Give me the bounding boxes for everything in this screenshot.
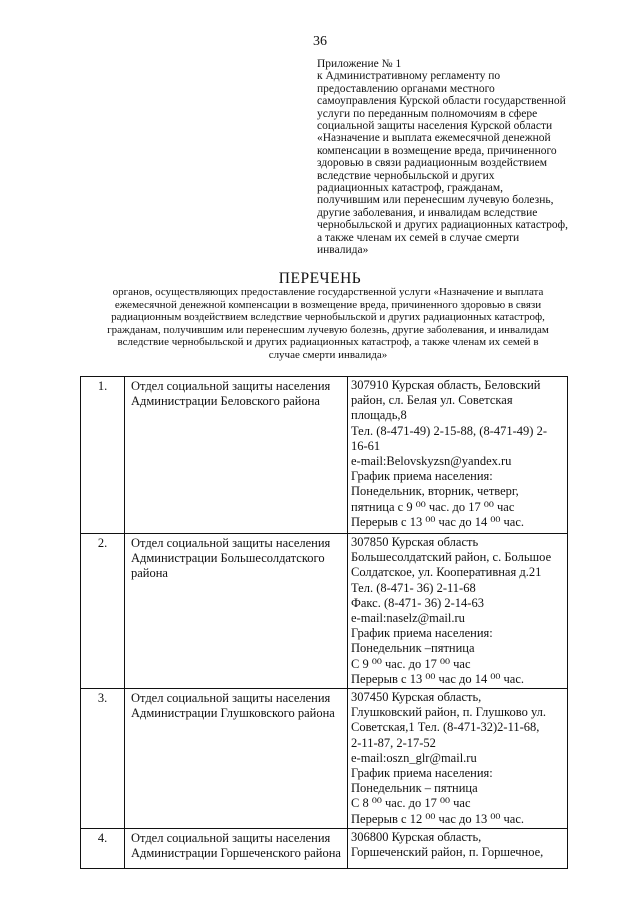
table-row — [81, 689, 568, 829]
contact-info-line: площадь,8 — [351, 408, 407, 423]
appendix-line: к Административному регламенту по — [317, 70, 501, 83]
contact-info-line: График приема населения: — [351, 766, 493, 781]
subtitle-line: гражданам, получившим или перенесшим лучевую болезнь, другие заболевания, и инвалидам — [107, 323, 549, 336]
appendix-line: услуги по переданным полномочиям в сфере — [317, 107, 538, 120]
contact-info-line: 307910 Курская область, Беловский — [351, 378, 541, 392]
contact-info-line: Понедельник –пятница — [351, 641, 475, 656]
contact-info-line: пятница с 9 ⁰⁰ час. до 17 ⁰⁰ час — [351, 499, 515, 514]
contact-info-line: Тел. (8-471-49) 2-15-88, (8-471-49) 2- — [351, 423, 547, 438]
contact-info-line: 2-11-87, 2-17-52 — [351, 735, 436, 750]
document-title: ПЕРЕЧЕНЬ — [278, 270, 362, 287]
subtitle-line: органов, осуществляющих предоставление государственной услуги «Назначение и выплата — [112, 286, 544, 298]
organizations-table — [80, 376, 568, 869]
contact-info-line: Тел. (8-471- 36) 2-11-68 — [351, 580, 476, 595]
subtitle-line: вследствие чернобыльской и других радиационных катастроф, а также членам их семей в — [117, 336, 539, 349]
appendix-line: предоставлению органами местного — [317, 82, 495, 95]
organization-name-line: Отдел социальной защиты населения — [131, 830, 331, 845]
organization-cell — [125, 534, 348, 689]
organization-name-line: Отдел социальной защиты населения — [131, 536, 331, 550]
contact-info-line: Понедельник – пятница — [351, 781, 478, 796]
subtitle-line: случае смерти инвалида» — [268, 348, 388, 361]
row-number: 4. — [81, 828, 125, 868]
contact-info-line: Большесолдатский район, с. Большое — [351, 550, 552, 565]
appendix-line: Приложение № 1 — [317, 58, 402, 70]
organization-cell — [125, 828, 348, 868]
appendix-line: вследствие чернобыльской и других — [317, 169, 495, 182]
contact-info-line: 16-61 — [351, 438, 381, 453]
contact-info-cell — [348, 689, 568, 829]
organization-name-line: Отдел социальной защиты населения — [131, 379, 331, 393]
row-number: 3. — [81, 689, 125, 829]
row-number: 2. — [81, 534, 125, 689]
contact-info-line: Перерыв с 12 ⁰⁰ час до 13 ⁰⁰ час. — [351, 811, 525, 826]
contact-info-line: С 9 ⁰⁰ час. до 17 ⁰⁰ час — [351, 656, 471, 671]
contact-info-cell — [348, 534, 568, 689]
subtitle-line: радиационным воздействием вследствие чернобыльской и других радиационных катастроф, — [111, 311, 545, 324]
organization-name-line: района — [131, 566, 168, 581]
contact-info-line: Солдатское, ул. Кооперативная д.21 — [351, 565, 542, 580]
organization-name-line: Администрации Беловского района — [131, 394, 320, 409]
contact-info-line: Перерыв с 13 ⁰⁰ час до 14 ⁰⁰ час. — [351, 671, 525, 686]
table-row — [81, 534, 568, 689]
contact-info-cell — [348, 377, 568, 534]
contact-info-line: Факс. (8-471- 36) 2-14-63 — [351, 595, 484, 610]
contact-info-line: Советская,1 Тел. (8-471-32)2-11-68, — [351, 720, 540, 735]
contact-info-line: e-mail:oszn_glr@mail.ru — [351, 750, 477, 765]
organization-name-line: Отдел социальной защиты населения — [131, 691, 331, 706]
appendix-line: социальной защиты населения Курской области — [317, 120, 553, 133]
appendix-line: здоровью в связи радиационным воздействием — [317, 157, 547, 170]
row-number: 1. — [81, 377, 125, 534]
appendix-line: инвалида» — [317, 244, 369, 257]
appendix-line: самоуправления Курской области государственной — [317, 95, 566, 108]
contact-info-line: Горшеченский район, п. Горшечное, — [351, 845, 544, 860]
organization-name-line: Администрации Горшеченского района — [131, 846, 341, 861]
appendix-line: компенсации в возмещение вреда, причиненного — [317, 144, 557, 157]
document-subtitle — [78, 286, 578, 362]
contact-info-cell — [348, 828, 568, 868]
table-row — [81, 377, 568, 534]
contact-info-line: График приема населения: — [351, 626, 493, 641]
appendix-line: получившим или перенесшим лучевую болезнь, — [317, 194, 554, 207]
contact-info-line: Глушковский район, п. Глушково ул. — [351, 705, 547, 720]
contact-info-line: Перерыв с 13 ⁰⁰ час до 14 ⁰⁰ час. — [351, 514, 525, 529]
subtitle-line: ежемесячной денежной компенсации в возмещение вреда, причиненного здоровью в связи — [114, 298, 542, 311]
contact-info-line: С 8 ⁰⁰ час. до 17 ⁰⁰ час — [351, 796, 471, 811]
appendix-line: чернобыльской и других радиационных катастроф, — [317, 219, 568, 232]
contact-info-line: График приема населения: — [351, 469, 493, 484]
organization-cell — [125, 377, 348, 534]
appendix-line: «Назначение и выплата ежемесячной денежной — [317, 132, 551, 145]
table-row — [81, 828, 568, 868]
organization-cell — [125, 689, 348, 829]
contact-info-line: 306800 Курская область, — [351, 829, 482, 844]
appendix-header — [317, 58, 617, 257]
appendix-line: а также членам их семей в случае смерти — [317, 231, 520, 244]
contact-info-line: район, сл. Белая ул. Советская — [351, 393, 513, 408]
contact-info-line: e-mail:Belovskyzsn@yandex.ru — [351, 454, 512, 469]
appendix-line: радиационных катастроф, гражданам, — [317, 182, 504, 195]
organization-name-line: Администрации Глушковского района — [131, 706, 335, 721]
contact-info-line: 307450 Курская область, — [351, 690, 482, 705]
contact-info-line: Понедельник, вторник, четверг, — [351, 484, 519, 499]
page-number: 36 — [313, 34, 327, 49]
contact-info-line: 307850 Курская область — [351, 535, 479, 549]
organization-name-line: Администрации Большесолдатского — [131, 551, 325, 566]
appendix-line: другие заболевания, и инвалидам вследствие — [317, 206, 538, 219]
contact-info-line: e-mail:naselz@mail.ru — [351, 611, 465, 626]
